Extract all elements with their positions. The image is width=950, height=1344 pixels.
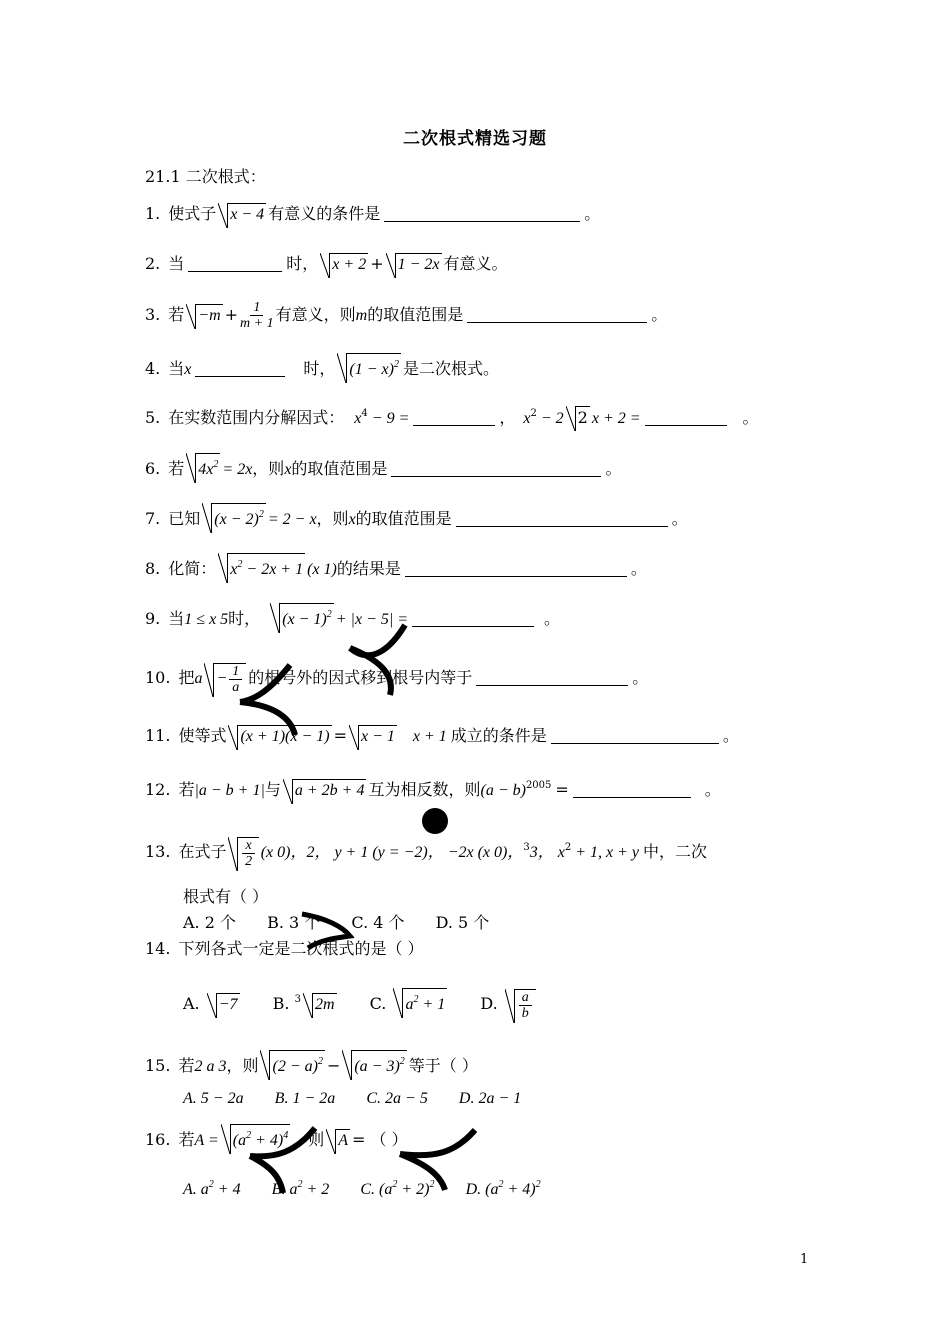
page-title: 二次根式精选习题 [403, 129, 547, 149]
fraction: $\frac{a}{b}$ [519, 990, 532, 1021]
radical: x + 2 [320, 253, 368, 276]
radical: $x^2 - 2x + 1$ [218, 553, 305, 581]
fraction: $\frac{1}{m + 1}$ [240, 300, 274, 331]
question-15-options [183, 1087, 547, 1110]
answer-blank[interactable] [405, 560, 627, 577]
option-b[interactable]: B. 1 − 2a [274, 1090, 336, 1107]
stray-glyph-artifact-3 [225, 1118, 505, 1198]
question-10: 10. 把a − $\frac{1}{a}$ 的根号外的因式移到根号内等于 。 [145, 664, 649, 695]
option-a[interactable]: A. $a^2 + 4$ [183, 1179, 241, 1198]
option-d[interactable]: D. $(a^2 + 4)^2$ [465, 1179, 541, 1198]
option-d[interactable]: D. $\frac{a}{b}$ [480, 989, 537, 1021]
option-a[interactable]: A. 2 个 [183, 913, 236, 932]
question-16: 16. 若$A = (a^2 + 4)^4$ ，则 A = （ ） [145, 1124, 408, 1148]
question-11: 11. 使等式 (x + 1)(x − 1) = x − 1 x + 1 成立的条件是 。 [145, 725, 739, 749]
radical: (x + 1)(x − 1) [228, 725, 331, 748]
question-13-line2: 根式有（ ） [183, 887, 269, 906]
question-13: 13. 在式子 $\frac{x}{2}$ (x 0)，2， y + 1 (y = −2)， −2x (x 0)，$^3$3， $x^2 + 1$, x + y 中，二次 [145, 838, 708, 869]
answer-blank[interactable] [384, 205, 580, 222]
answer-blank[interactable] [413, 409, 495, 426]
question-15: 15. 若2 a 3，则 $(2 - a)^2 - (a - 3)^2$ 等于（ ） [145, 1050, 478, 1074]
option-b[interactable]: B. $a^2 + 2$ [271, 1179, 330, 1198]
question-3: 3. 若 −m + $\frac{1}{m + 1}$ 有意义，则m的取值范围是 。 [145, 300, 668, 331]
option-d[interactable]: D. 2a − 1 [458, 1090, 522, 1107]
option-b[interactable]: B. 3 个 [267, 913, 321, 932]
question-14-options [183, 988, 564, 1021]
option-a[interactable]: A. 5 − 2a [183, 1090, 244, 1107]
question-7: 7. 已知 $(x - 2)^2 = 2 - x$，则x的取值范围是 。 [145, 503, 688, 527]
radical: $a^2 + 1$ [393, 988, 447, 1016]
answer-blank[interactable] [476, 669, 628, 686]
stray-glyph-artifact-2 [290, 906, 360, 950]
question-2: 2. 当 时， x + 2 + 1 − 2x 有意义。 [145, 253, 508, 277]
radical: $(2 - a)^2$ [260, 1050, 324, 1078]
question-8: 8. 化简： $x^2 - 2x + 1$ (x 1)的结果是 。 [145, 553, 647, 577]
fraction: $\frac{1}{a}$ [229, 664, 242, 695]
radical: a + 2b + 4 [283, 779, 367, 802]
radical [505, 989, 536, 1021]
radical [228, 837, 258, 869]
radical: −m [186, 304, 222, 327]
page-number: 1 [800, 1252, 809, 1267]
answer-blank[interactable] [645, 409, 727, 426]
question-5: 5. 在实数范围内分解因式： $x^4 - 9$ = ， $x^2 - 2$ 2 x + 2 = 。 [145, 408, 759, 427]
radical: − $\frac{1}{a}$ [204, 663, 246, 695]
answer-blank[interactable] [195, 360, 285, 377]
radical: −7 [207, 993, 240, 1016]
question-12: 12. 若|a − b + 1|与 a + 2b + 4 互为相反数，则$(a - b)^{2005}$ = 。 [145, 775, 721, 799]
question-9: 9. 当1 ≤ x 5时， $(x - 1)^2 + |x - 5|$ = 。 [145, 603, 560, 627]
answer-blank[interactable] [551, 727, 719, 744]
radical: x − 4 [218, 203, 266, 226]
radical: x − 1 [349, 725, 397, 748]
option-b[interactable]: B. $^3$ 2m [273, 989, 339, 1016]
section-heading: 21.1 二次根式： [145, 167, 266, 186]
option-c[interactable]: C. 2a − 5 [366, 1090, 428, 1107]
question-14: 14. 下列各式一定是二次根式的是（ ） [145, 939, 424, 958]
radical: $(x - 1)^2$ [270, 603, 334, 631]
option-d[interactable]: D. 5 个 [435, 913, 490, 932]
radical: 2m [303, 993, 337, 1016]
fraction: $\frac{x}{2}$ [242, 838, 254, 869]
answer-blank[interactable] [467, 306, 647, 323]
question-1: 1. 使式子 x − 4 有意义的条件是 。 [145, 203, 600, 227]
radical: $4x^2$ [186, 453, 220, 481]
option-c[interactable]: C. $(a^2 + 2)^2$ [360, 1179, 435, 1198]
question-4: 4. 当x 时， $(1 - x)^2$ 是二次根式。 [145, 353, 499, 377]
answer-blank[interactable] [391, 460, 601, 477]
dot-artifact [418, 804, 452, 838]
answer-blank[interactable] [188, 255, 282, 272]
answer-blank[interactable] [412, 610, 534, 627]
radical: $(a^2 + 4)^4$ [221, 1124, 290, 1152]
question-6: 6. 若 $4x^2 = 2x$，则x的取值范围是 。 [145, 453, 621, 477]
option-a[interactable]: A. −7 [183, 993, 242, 1016]
radical: $(x - 2)^2$ [202, 503, 266, 531]
radical: $(1 - x)^2$ [337, 353, 401, 381]
answer-blank[interactable] [573, 781, 691, 798]
option-c[interactable]: C. $a^2 + 1$ [370, 988, 450, 1016]
radical: 2 [566, 406, 590, 429]
radical: A [326, 1129, 350, 1152]
stray-glyph-artifact [230, 610, 430, 740]
option-c[interactable]: C. 4 个 [351, 913, 405, 932]
answer-blank[interactable] [456, 510, 668, 527]
radical: $(a - 3)^2$ [342, 1050, 406, 1078]
radical: 1 − 2x [386, 253, 442, 276]
